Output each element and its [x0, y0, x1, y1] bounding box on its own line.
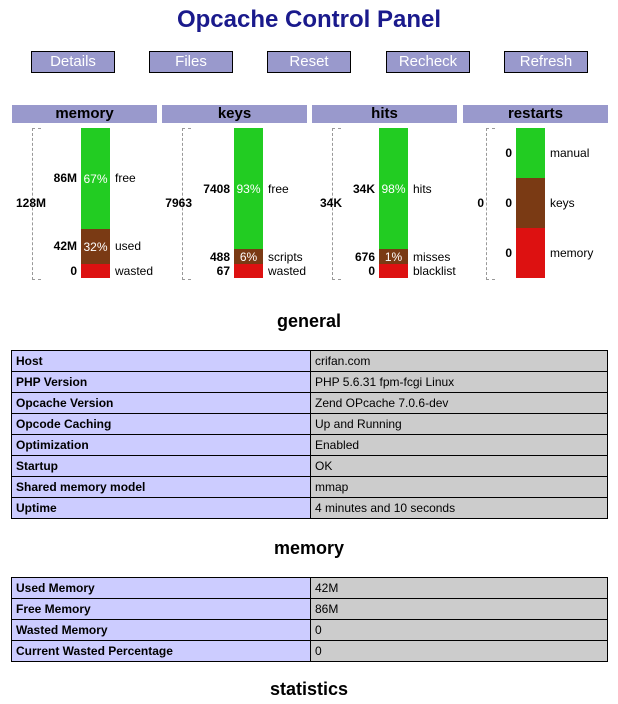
table-row — [12, 414, 608, 435]
keys-free-label: free — [268, 182, 289, 196]
general-value: mmap — [311, 477, 608, 498]
memory-value: 0 — [311, 641, 608, 662]
general-key: Host — [12, 351, 311, 372]
keys-scripts-value: 488 — [209, 250, 230, 264]
memory-panel-header: memory — [12, 105, 157, 123]
general-key: Uptime — [12, 498, 311, 519]
general-section-title: general — [276, 311, 342, 331]
memory-bar — [81, 128, 110, 278]
general-value: Up and Running — [311, 414, 608, 435]
memory-key: Wasted Memory — [12, 620, 311, 641]
keys-panel-header: keys — [162, 105, 307, 123]
refresh-button[interactable]: Refresh — [504, 51, 588, 73]
memory-total-value: 128M — [15, 196, 46, 210]
hits-hits-segment: 98% — [379, 128, 408, 249]
keys-free-segment: 93% — [234, 128, 263, 249]
general-value: 4 minutes and 10 seconds — [311, 498, 608, 519]
memory-wasted-segment — [81, 264, 110, 278]
general-table — [11, 350, 608, 519]
details-button[interactable]: Details — [31, 51, 115, 73]
table-row — [12, 599, 608, 620]
general-key: Shared memory model — [12, 477, 311, 498]
restarts-panel-header: restarts — [463, 105, 608, 123]
table-row — [12, 641, 608, 662]
memory-key: Free Memory — [12, 599, 311, 620]
hits-hits-label: hits — [413, 182, 432, 196]
table-row — [12, 435, 608, 456]
restarts-memory-label: memory — [550, 246, 594, 260]
general-key: Opcache Version — [12, 393, 311, 414]
general-value: OK — [311, 456, 608, 477]
hits-blacklist-value: 0 — [368, 264, 375, 278]
general-key: Optimization — [12, 435, 311, 456]
hits-misses-label: misses — [413, 250, 451, 264]
general-key: Startup — [12, 456, 311, 477]
statistics-section-title: statistics — [269, 679, 349, 699]
hits-misses-segment: 1% — [379, 249, 408, 264]
memory-key: Used Memory — [12, 578, 311, 599]
memory-wasted-value: 0 — [70, 264, 77, 278]
memory-used-value: 42M — [53, 239, 77, 253]
hits-panel-header: hits — [312, 105, 457, 123]
hits-hits-value: 34K — [352, 182, 375, 196]
hits-misses-value: 676 — [354, 250, 375, 264]
table-row — [12, 351, 608, 372]
restarts-memory-segment — [516, 228, 545, 278]
memory-value: 86M — [311, 599, 608, 620]
memory-value: 42M — [311, 578, 608, 599]
table-row — [12, 477, 608, 498]
keys-total-value: 7963 — [165, 196, 192, 210]
memory-free-label: free — [115, 171, 136, 185]
keys-wasted-value: 67 — [216, 264, 230, 278]
memory-section-title: memory — [273, 538, 345, 558]
memory-free-segment: 67% — [81, 128, 110, 229]
files-button[interactable]: Files — [149, 51, 233, 73]
keys-bar — [234, 128, 263, 278]
restarts-total-value: 0 — [477, 196, 484, 210]
hits-blacklist-segment — [379, 264, 408, 278]
restarts-memory-value: 0 — [505, 246, 512, 260]
general-value: Zend OPcache 7.0.6-dev — [311, 393, 608, 414]
restarts-keys-value: 0 — [505, 196, 512, 210]
restarts-bar — [516, 128, 545, 278]
hits-total-value: 34K — [319, 196, 342, 210]
restarts-manual-segment — [516, 128, 545, 178]
memory-wasted-label: wasted — [115, 264, 154, 278]
page-title: Opcache Control Panel — [176, 6, 442, 33]
recheck-button[interactable]: Recheck — [386, 51, 470, 73]
restarts-keys-segment — [516, 178, 545, 228]
table-row — [12, 498, 608, 519]
memory-used-label: used — [115, 239, 142, 253]
restarts-manual-value: 0 — [505, 146, 512, 160]
general-value: Enabled — [311, 435, 608, 456]
keys-scripts-label: scripts — [268, 250, 303, 264]
table-row — [12, 578, 608, 599]
table-row — [12, 620, 608, 641]
hits-bar — [379, 128, 408, 278]
keys-scripts-segment: 6% — [234, 249, 263, 264]
table-row — [12, 372, 608, 393]
general-key: Opcode Caching — [12, 414, 311, 435]
keys-wasted-segment — [234, 264, 263, 278]
memory-free-value: 86M — [53, 171, 77, 185]
keys-wasted-label: wasted — [268, 264, 307, 278]
memory-table — [11, 577, 608, 662]
reset-button[interactable]: Reset — [267, 51, 351, 73]
restarts-keys-label: keys — [550, 196, 575, 210]
table-row — [12, 456, 608, 477]
restarts-manual-label: manual — [550, 146, 590, 160]
hits-blacklist-label: blacklist — [413, 264, 456, 278]
keys-free-value: 7408 — [203, 182, 230, 196]
memory-used-segment: 32% — [81, 229, 110, 264]
general-value: crifan.com — [311, 351, 608, 372]
memory-key: Current Wasted Percentage — [12, 641, 311, 662]
general-key: PHP Version — [12, 372, 311, 393]
general-value: PHP 5.6.31 fpm-fcgi Linux — [311, 372, 608, 393]
table-row — [12, 393, 608, 414]
memory-value: 0 — [311, 620, 608, 641]
